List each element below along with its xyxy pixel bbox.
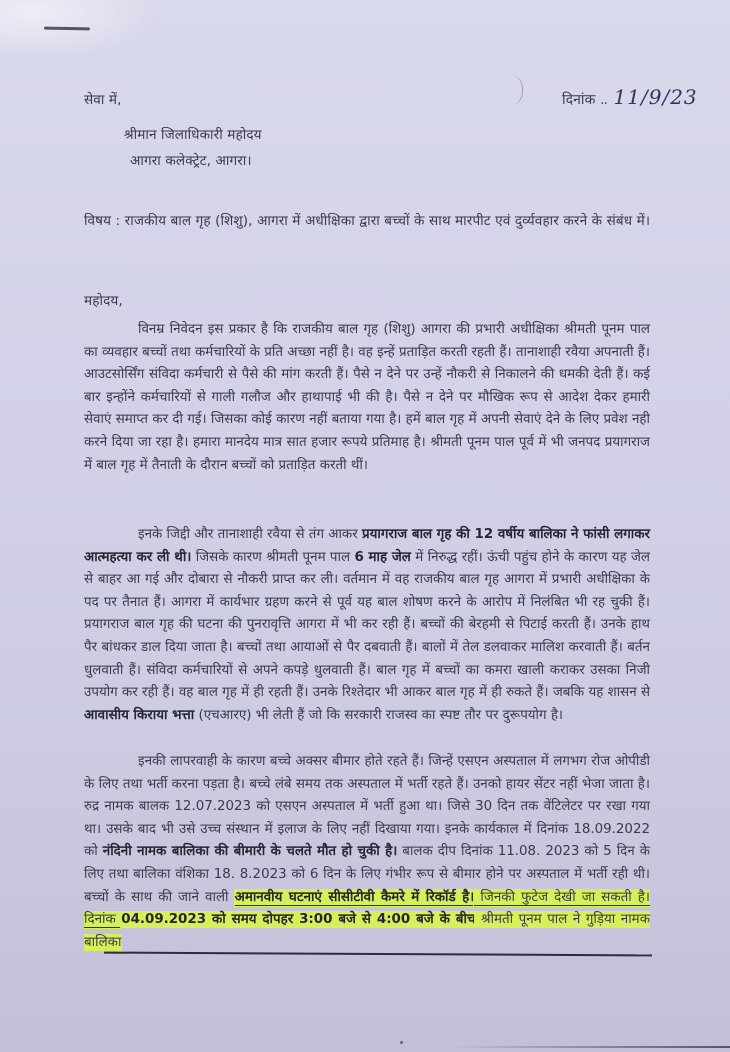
date-line	[562, 86, 698, 112]
paragraph-2-text-c: जिसके कारण श्रीमती पूनम पाल	[191, 549, 355, 565]
addressee-line-1: श्रीमान जिलाधिकारी महोदय	[124, 127, 262, 143]
bold-suicide-incident: प्रयागराज बाल गृह की 12 वर्षीय बालिका ने फांसी लगाकर आत्महत्या कर ली थी।	[84, 527, 650, 565]
highlighted-incident-datetime: 04.09.2023 को समय दोपहर 3:00 बजे से 4:00 बजे के बीच	[121, 912, 476, 928]
paragraph-1	[84, 319, 650, 477]
subject-line: विषय : राजकीय बाल गृह (शिशु), आगरा में अधीक्षिका द्वारा बच्चों के साथ मारपीट एवं दुर्व्यवहार करने के संबंध में।	[84, 213, 651, 229]
paragraph-3-text-c: बालक दीप दिनांक 11.08. 2023 को 5 दिन के लिए तथा बालिका वंशिका 18. 8.2023 को 6 दिन के लिए गंभीर रूप से बीमार होने पर अस्पताल में भर्ती रही थी। बच्चों के साथ की जाने वाली	[84, 844, 651, 905]
greeting: महोदय,	[84, 293, 123, 309]
highlighted-footage-text: जिनकी फुटेज देखी जा सकती है। दिनांक	[84, 889, 650, 928]
paragraph-3	[84, 751, 650, 954]
handwritten-date: 11/9/23	[613, 85, 698, 109]
date-dots: ..	[600, 92, 607, 108]
addressee-line-2: आगरा कलेक्ट्रेट, आगरा।	[130, 153, 252, 169]
bold-hra: आवासीय किराया भत्ता	[84, 707, 195, 723]
bold-death-incident: नंदिनी नामक बालिका की बीमारी के चलते मौत हो चुकी है।	[102, 844, 398, 860]
date-label: दिनांक	[562, 92, 596, 108]
highlighted-cctv-statement: अमानवीय घटनाएं सीसीटीवी कैमरे में रिकॉर्ड है।	[234, 889, 475, 905]
paper-speck	[400, 1041, 403, 1044]
bold-jail-term: 6 माह जेल	[354, 549, 411, 565]
highlighted-incident-text: श्रीमती पूनम पाल ने गुड़िया नामक बालिका	[84, 912, 650, 950]
paragraph-2-text-a: इनके जिद्दी और तानाशाही रवैया से तंग आकर	[138, 527, 362, 542]
paragraph-1-text: विनम्र निवेदन इस प्रकार है कि राजकीय बाल गृह (शिशु) आगरा की प्रभारी अधीक्षिका श्रीमती पूनम पाल का व्यवहार बच्चों तथा कर्मचारियों के प्रति अच्छा नहीं है। वह इन्हें प्रताड़ित करती रहती हैं। तानाशाही रवैया अपनाती हैं। आउटसोर्सिंग संविदा कर्मचारी से पैसे की मांग करती हैं। पैसे न देने पर उन्हें नौकरी से निकालने की धमकी देती हैं। कई बार इन्होंने कर्मचारियों से गाली गलौज और हाथापाई भी की है। पैसे न देने पर मौखिक रूप से आदेश देकर हमारी सेवाएं समाप्त कर दी गई। जिसका कोई कारण नहीं बताया गया है। हमें बाल गृह में अपनी सेवाएं देने के लिए प्रवेश नही करने दिया जा रहा है। हमारा मानदेय मात्र सात हजार रूपये प्रतिमाह है। श्रीमती पूनम पाल पूर्व में भी जनपद प्रयागराज में बाल गृह में तैनाती के दौरान बच्चों को प्रताड़ित करती थीं।	[84, 322, 650, 473]
paragraph-2	[84, 524, 650, 727]
salutation-to: सेवा में,	[84, 92, 122, 108]
page-edge-shadow	[450, 1046, 730, 1048]
paragraph-2-text-e: में निरुद्ध रहीं। ऊंची पहुंच होने के कारण यह जेल से बाहर आ गई और दोबारा से नौकरी प्राप्त कर ली। वर्तमान में वह राजकीय बाल गृह आगरा में प्रभारी अधीक्षिका के पद पर तैनात हैं। आगरा में कार्यभार ग्रहण करने से पूर्व यह बाल शोषण करने के आरोप में निलंबित भी रह चुकी हैं। प्रयागराज बाल गृह की घटना की पुनरावृत्ति आगरा में भी कर रही हैं। बच्चों की बेरहमी से पिटाई करती हैं। उनके हाथ पैर बांधकर डाल दिया जाता है। बच्चों तथा आयाओं से पैर दबवाती हैं। बालों में तेल डलवाकर मालिश करवाती हैं। बर्तन धुलवाती हैं। संविदा कर्मचारियों से अपने कपड़े धुलवाती हैं। बाल गृह में बच्चों का कमरा खाली कराकर उसका निजी उपयोग कर रही हैं। वह बाल गृह में ही रहती हैं। उनके रिश्तेदार भी आकर बाल गृह में ही रुकते हैं। जबकि यह शासन से	[84, 549, 651, 701]
paragraph-2-text-g: (एचआरए) भी लेती हैं जो कि सरकारी राजस्व का स्पष्ट तौर पर दुरूपयोग है।	[194, 707, 564, 723]
paragraph-3-text-a: इनकी लापरवाही के कारण बच्चे अक्सर बीमार होते रहते हैं। जिन्हें एसएन अस्पताल में लगभग रोज ओपीडी के लिए तथा भर्ती करना पड़ता है। बच्चे लंबे समय तक अस्पताल में भर्ती रहते हैं। उनको हायर सेंटर नहीं भेजा जाता है। रुद्र नामक बालक 12.07.2023 को एसएन अस्पताल में भर्ती हुआ था। जिसे 30 दिन तक वेंटिलेटर पर रखा गया था। उसके बाद भी उसे उच्च संस्थान में इलाज के लिए नहीं दिखाया गया। इनके कार्यकाल में दिनांक 18.09.2022 को	[84, 754, 650, 860]
paper-fold-mark	[510, 75, 523, 105]
